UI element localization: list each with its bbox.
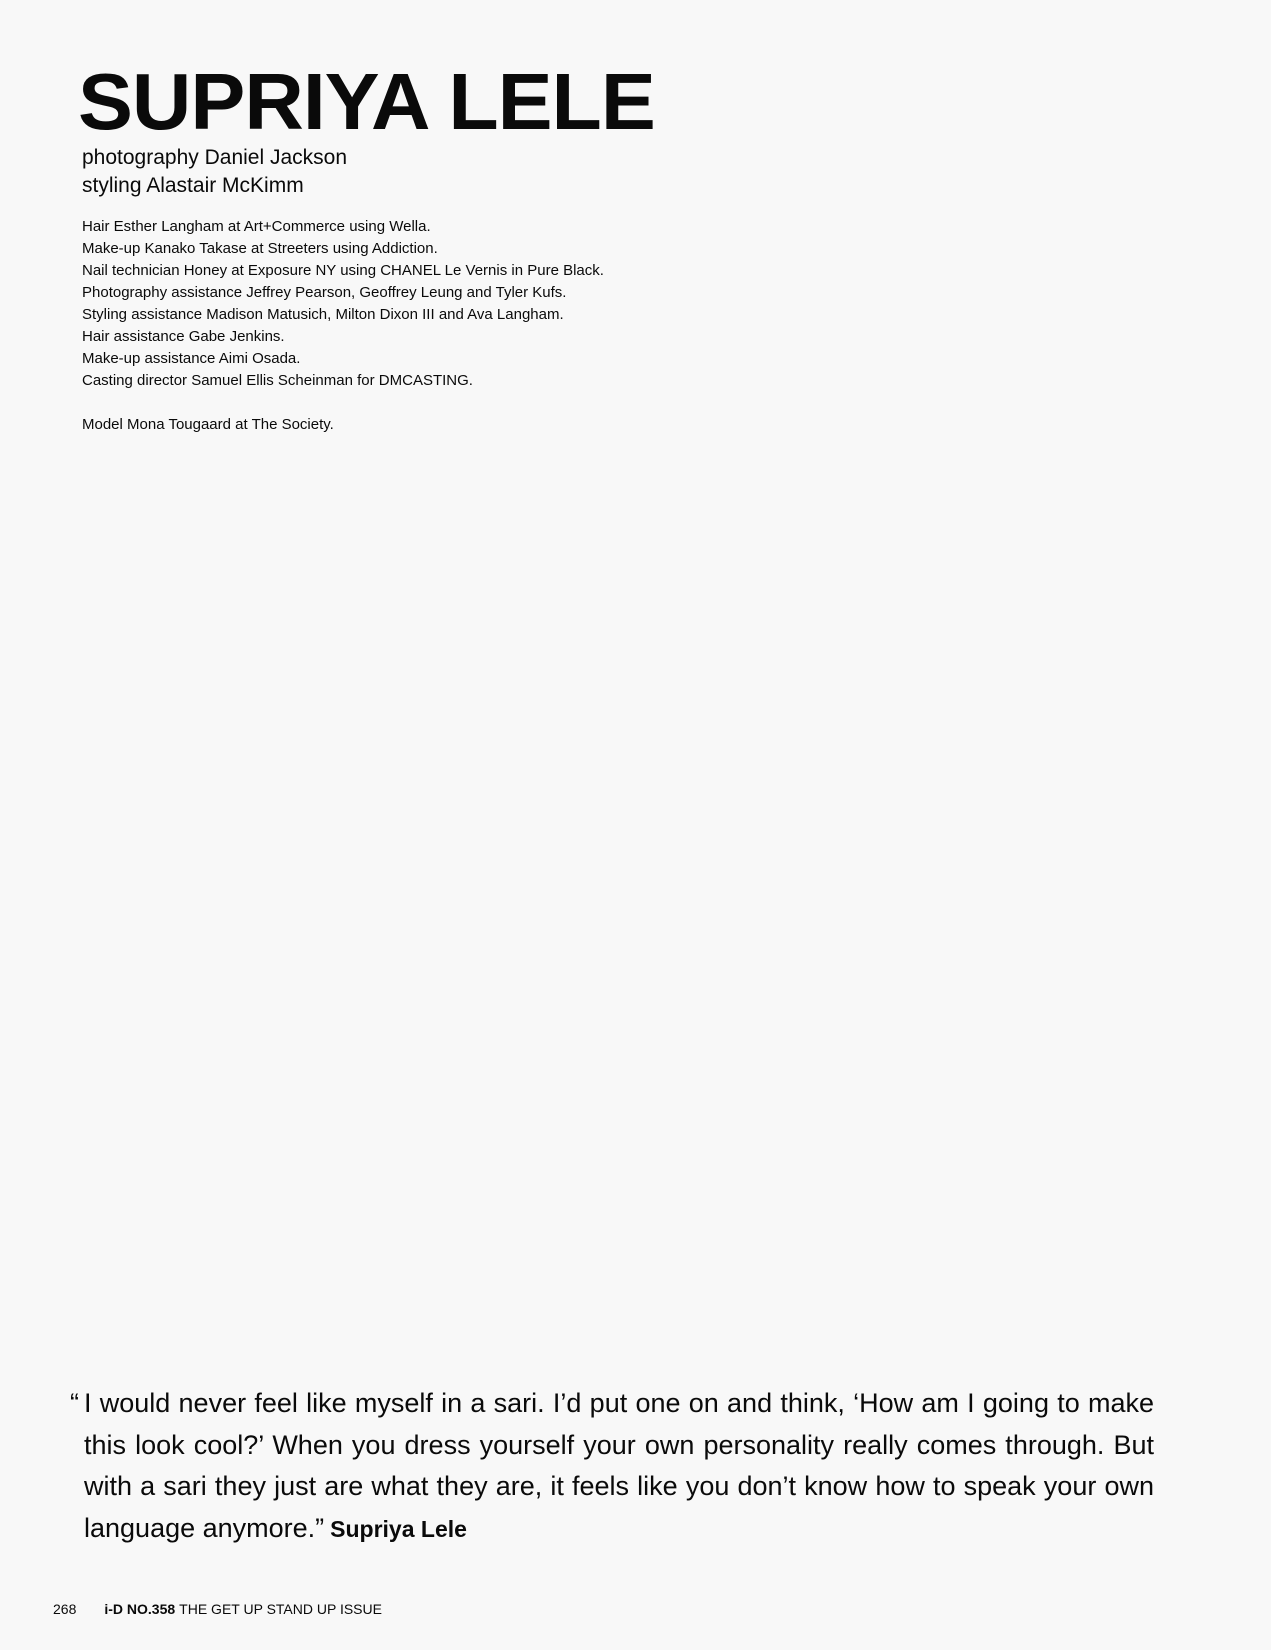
credit-line: Nail technician Honey at Exposure NY using CHANEL Le Vernis in Pure Black. bbox=[82, 262, 604, 279]
credit-line: Make-up assistance Aimi Osada. bbox=[82, 350, 301, 367]
quote-text: I would never feel like myself in a sari. I’d put one on and think, ‘How am I going to make this look cool?’ When you dress yourself your own personality really comes through. But with a sari they just are what they are, it feels like you don’t know how to speak your own language anymore.” bbox=[84, 1388, 1154, 1543]
magazine-name: i-D NO.358 bbox=[104, 1601, 176, 1617]
page-number: 268 bbox=[53, 1601, 77, 1617]
credit-line: Hair Esther Langham at Art+Commerce using Wella. bbox=[82, 218, 431, 235]
page-footer bbox=[53, 1600, 382, 1618]
issue-name: THE GET UP STAND UP ISSUE bbox=[179, 1601, 382, 1617]
photography-credit: photography Daniel Jackson bbox=[82, 146, 348, 169]
credit-line: Photography assistance Jeffrey Pearson, Geoffrey Leung and Tyler Kufs. bbox=[82, 284, 567, 301]
page-title: SUPRIYA LELE bbox=[78, 57, 655, 146]
credit-line: Styling assistance Madison Matusich, Milton Dixon III and Ava Langham. bbox=[82, 306, 564, 323]
credit-line: Casting director Samuel Ellis Scheinman for DMCASTING. bbox=[82, 372, 473, 389]
credit-line: Make-up Kanako Takase at Streeters using Addiction. bbox=[82, 240, 438, 257]
credits-list bbox=[82, 216, 604, 392]
credit-line: Hair assistance Gabe Jenkins. bbox=[82, 328, 285, 345]
model-credit: Model Mona Tougaard at The Society. bbox=[82, 416, 334, 433]
pull-quote bbox=[70, 1383, 1154, 1550]
styling-credit: styling Alastair McKimm bbox=[82, 174, 304, 197]
byline bbox=[82, 144, 347, 200]
quote-attribution: Supriya Lele bbox=[330, 1515, 467, 1542]
quote-open-mark: “ bbox=[70, 1388, 79, 1418]
